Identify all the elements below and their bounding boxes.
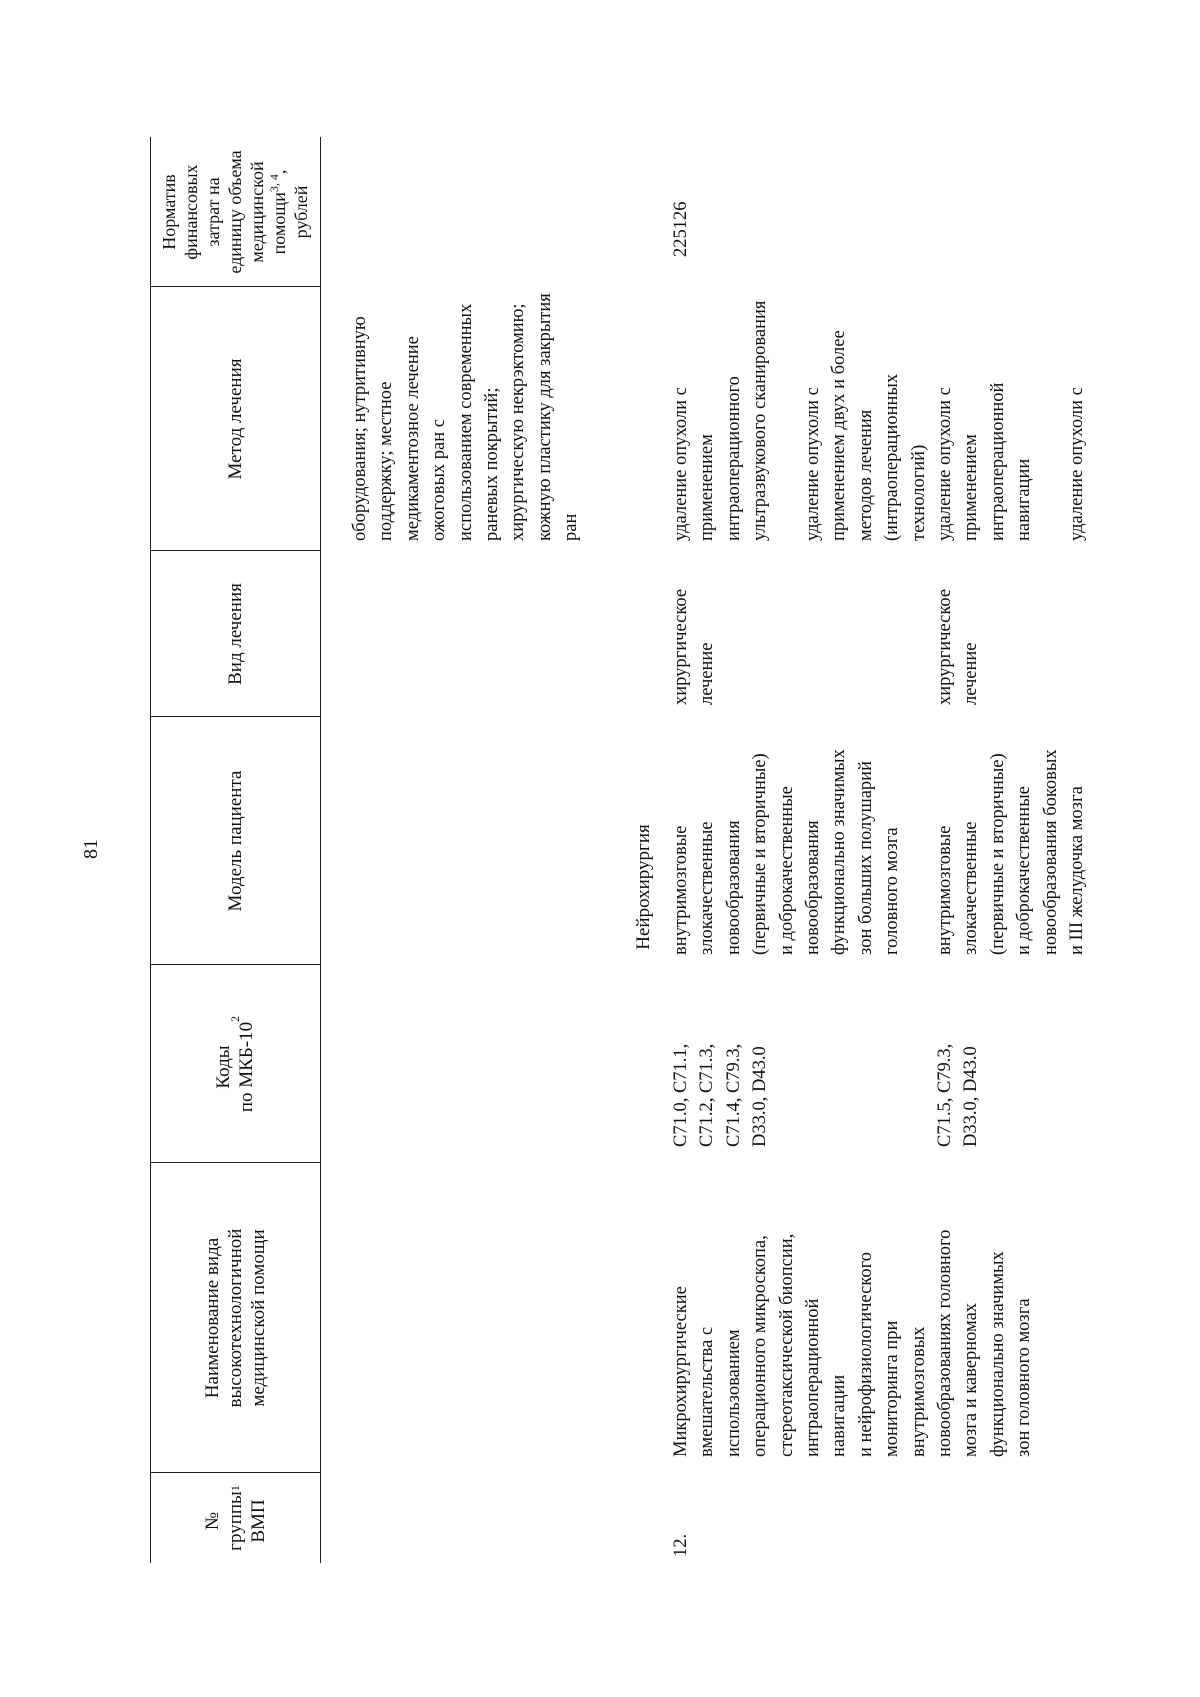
group-number: 12. xyxy=(671,1533,691,1557)
header-treatment-type: Вид лечения xyxy=(224,583,246,685)
continued-treatment-method: оборудования; нутритивную поддержку; местное медикаментозное лечение ожоговых ран с использованием современных раневых покрытий; хирургическую некрэктомию; кожную пластику для закрытия ран xyxy=(350,293,582,541)
row-treatment-type: хирургическое лечение xyxy=(935,588,982,705)
group-financial-norm: 225126 xyxy=(671,201,691,257)
row-treatment-method: удаление опухоли с применением двух и более методов лечения (интраоперационных технологий) xyxy=(803,330,929,541)
page-number: 81 xyxy=(80,839,102,859)
row-treatment-method: удаление опухоли с применением интраоперационного ультразвукового сканирования xyxy=(671,300,771,541)
row-patient-model: внутримозговые злокачественные (первичные и вторичные) и доброкачественные новообразования боковых и III желудочка мозга xyxy=(935,749,1088,955)
header-group-number: № группы ВМП 1 xyxy=(201,1485,269,1551)
row-treatment-method: удаление опухоли с xyxy=(1067,387,1087,541)
header-patient-model: Модель пациента xyxy=(224,770,246,912)
section-title: Нейрохирургия xyxy=(633,824,654,950)
header-vmp-name: Наименование вида высокотехнологичной медицинской помощи xyxy=(201,1228,269,1408)
row-treatment-method: удаление опухоли с применением интраоперационной навигации xyxy=(935,382,1035,541)
header-treatment-method: Метод лечения xyxy=(224,358,246,480)
row-patient-model: внутримозговые злокачественные новообразования (первичные и вторичные) и доброкачественные новообразования функционально значимых зон больших полушарий головного мозга xyxy=(671,749,903,955)
group-vmp-name: Микрохирургические вмешательства с использованием операционного микроскопа, стереотаксической биопсии, интраоперационной навигации и нейрофизиологического мониторинга при внутримозговых новообразованиях головного мозга и каверномах функционально значимых зон головного мозга xyxy=(671,1229,1035,1457)
header-financial-norm: Норматив финансовых затрат на единицу объема медицинской помощи$^{3, 4}$, рублей xyxy=(159,150,311,274)
row-treatment-type: хирургическое лечение xyxy=(671,588,718,705)
row-icd-codes: C71.5, C79.3, D33.0, D43.0 xyxy=(935,1043,982,1147)
header-bottom-rule xyxy=(320,137,321,1563)
header-icd-codes: Коды по МКБ-10 2 xyxy=(213,1015,257,1113)
row-icd-codes: C71.0, C71.1, C71.2, C71.3, C71.4, C79.3, D33.0, D43.0 xyxy=(671,1043,771,1147)
